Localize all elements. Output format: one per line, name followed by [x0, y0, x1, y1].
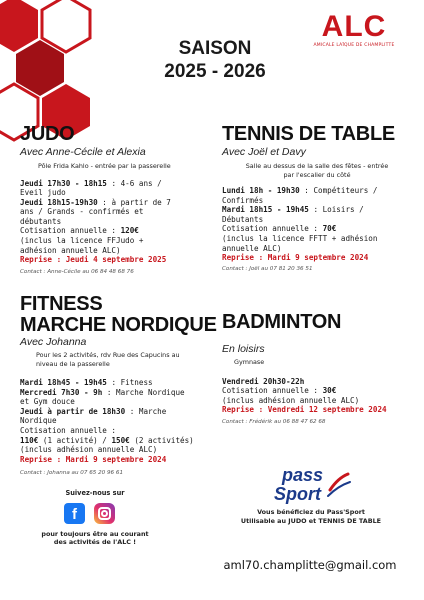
- schedule-bold-text: Lundi 18h - 19h30: [222, 186, 300, 195]
- location-line: Salle au dessus de la salle des fêtes - entrée: [245, 162, 389, 170]
- schedule-bold-text: 150€: [111, 435, 130, 445]
- schedule-line: [222, 205, 412, 215]
- schedule-bold-text: Jeudi 18h15-19h30: [20, 197, 98, 207]
- schedule-line: [222, 386, 412, 396]
- schedule-bold-text: Jeudi à partir de 18h30: [20, 406, 126, 416]
- schedule-text: : Marche Nordique: [102, 387, 185, 397]
- schedule-line: [222, 396, 412, 406]
- schedule-line: [20, 236, 210, 246]
- schedule-line: [20, 397, 220, 407]
- schedule-bold-text: Mardi 18h45 - 19h45: [20, 378, 107, 387]
- section-contact: Contact : Frédérik au 06 88 47 62 68: [222, 419, 326, 426]
- schedule-text: annuelle ALC): [222, 243, 282, 253]
- instagram-lens: [101, 510, 108, 517]
- schedule-text: (inclus la licence FFTT + adhésion: [222, 233, 378, 243]
- section-contact: Contact : Johanna au 07 65 20 96 61: [20, 469, 123, 476]
- schedule-bold-text: 110€: [20, 435, 39, 445]
- schedule-text: : 4-6 ans /: [106, 178, 162, 188]
- schedule-line: [222, 224, 412, 234]
- schedule-bold-text: Jeudi 17h30 - 18h15: [20, 178, 107, 188]
- schedule-line: [20, 388, 220, 398]
- sport-word: Sport: [274, 484, 321, 504]
- schedule-line: [222, 196, 412, 206]
- social-note-line: des activités de l'ALC !: [53, 538, 137, 546]
- section-contact: Contact : Joël au 07 81 20 36 51: [222, 266, 313, 273]
- section-location: [20, 351, 220, 368]
- section-coaches: En loisirs: [222, 343, 265, 355]
- schedule-line: [20, 407, 220, 417]
- contact-email[interactable]: aml70.champlitte@gmail.com: [223, 558, 397, 572]
- schedule-bold-text: 70€: [322, 224, 337, 234]
- schedule-bold-text: 30€: [322, 386, 337, 396]
- section-schedule: [222, 186, 412, 253]
- schedule-line: [20, 198, 210, 208]
- section-title-2: MARCHE NORDIQUE: [20, 314, 217, 336]
- schedule-text: Cotisation annuelle :: [20, 425, 117, 435]
- pass-note-line: Vous bénéficiez du Pass'Sport: [257, 508, 365, 516]
- social-heading: Suivez-nous sur: [65, 489, 125, 497]
- section-reprise: Reprise : Mardi 9 septembre 2024: [20, 454, 167, 464]
- schedule-line: [20, 179, 210, 189]
- social-note: [40, 530, 150, 546]
- schedule-text: ans / Grands - confirmés et: [20, 207, 144, 217]
- schedule-line: [222, 244, 412, 254]
- season-heading: [140, 38, 290, 84]
- schedule-line: [20, 217, 210, 227]
- section-contact: Contact : Anne-Cécile au 06 84 48 68 76: [20, 269, 134, 276]
- section-reprise: Reprise : Mardi 9 septembre 2024: [222, 253, 369, 263]
- section-schedule: [20, 378, 220, 455]
- badminton-section: [222, 312, 412, 426]
- section-title: FITNESS: [20, 293, 103, 315]
- schedule-bold-text: Mercredi 7h30 - 9h: [20, 387, 103, 397]
- section-schedule: [222, 377, 412, 406]
- schedule-text: Cotisation annuelle :: [20, 226, 121, 236]
- section-coaches: Avec Johanna: [20, 336, 87, 348]
- fitness-section: [20, 294, 220, 477]
- schedule-text: (1 activité) /: [38, 435, 112, 445]
- schedule-text: Cotisation annuelle :: [222, 224, 323, 234]
- schedule-text: Débutants: [222, 214, 264, 224]
- schedule-line: [20, 445, 220, 455]
- instagram-icon[interactable]: [94, 503, 115, 524]
- schedule-bold-text: 120€: [120, 226, 139, 236]
- schedule-bold-text: Vendredi 20h30-22h: [222, 376, 305, 386]
- schedule-text: : Loisirs /: [308, 205, 364, 215]
- schedule-line: [20, 416, 220, 426]
- pass-note-line: Utilisable au JUDO et TENNIS DE TABLE: [240, 516, 382, 525]
- schedule-text: : Compétiteurs /: [299, 186, 378, 195]
- schedule-line: [222, 377, 412, 387]
- location-line: Pour les 2 activités, rdv Rue des Capucins au: [36, 351, 180, 359]
- schedule-line: [20, 436, 220, 446]
- schedule-bold-text: Mardi 18h15 - 19h45: [222, 205, 309, 215]
- schedule-text: (inclus adhésion annuelle ALC): [20, 445, 158, 455]
- location-line: niveau de la passerelle: [36, 359, 110, 368]
- facebook-icon[interactable]: f: [64, 503, 85, 524]
- schedule-text: : Marche: [125, 406, 167, 416]
- pass-sport-logo: [262, 464, 352, 510]
- section-title: BADMINTON: [222, 311, 342, 333]
- logo-text: ALC: [321, 10, 387, 43]
- schedule-text: (inclus adhésion annuelle ALC): [222, 395, 360, 405]
- section-location: Gymnase: [234, 358, 265, 366]
- schedule-text: (inclus la licence FFJudo +: [20, 236, 144, 246]
- schedule-line: [20, 426, 220, 436]
- schedule-line: [20, 378, 220, 388]
- season-label: SAISON: [178, 38, 252, 59]
- schedule-text: adhésion annuelle ALC): [20, 245, 121, 255]
- schedule-line: [222, 186, 412, 196]
- schedule-text: Eveil judo: [20, 188, 66, 198]
- schedule-line: [222, 234, 412, 244]
- pass-word: pass: [282, 465, 324, 485]
- schedule-text: débutants: [20, 216, 62, 226]
- section-reprise: Reprise : Vendredi 12 septembre 2024: [222, 405, 387, 415]
- schedule-line: [222, 215, 412, 225]
- section-coaches: Avec Anne-Cécile et Alexia: [20, 146, 146, 158]
- schedule-text: : Fitness: [106, 378, 153, 387]
- logo-subtitle: AMICALE LAÏQUE DE CHAMPLITTE: [313, 43, 395, 48]
- schedule-text: Nordique: [20, 416, 57, 426]
- section-location: [222, 162, 412, 179]
- schedule-text: et Gym douce: [20, 397, 75, 407]
- schedule-line: [20, 246, 210, 256]
- section-title: TENNIS DE TABLE: [222, 123, 395, 145]
- schedule-text: Cotisation annuelle :: [222, 386, 323, 396]
- judo-section: [20, 124, 210, 276]
- section-location: Pôle Frida Kahlo - entrée par la passerelle: [38, 162, 171, 170]
- section-title: JUDO: [20, 123, 75, 145]
- alc-logo: [304, 12, 404, 48]
- season-years: 2025 - 2026: [164, 61, 266, 82]
- section-reprise: Reprise : Jeudi 4 septembre 2025: [20, 255, 167, 265]
- pass-sport-note: [216, 508, 406, 525]
- schedule-line: [20, 188, 210, 198]
- schedule-text: : à partir de 7: [97, 197, 171, 207]
- social-note-line: pour toujours être au courant: [41, 530, 149, 538]
- schedule-line: [20, 226, 210, 236]
- schedule-text: Confirmés: [222, 195, 264, 205]
- schedule-text: (2 activités): [129, 435, 194, 445]
- location-line: par l'escalier du côté: [283, 170, 351, 179]
- section-coaches: Avec Joël et Davy: [222, 146, 306, 158]
- schedule-line: [20, 207, 210, 217]
- tennis-section: [222, 124, 412, 273]
- section-schedule: [20, 179, 210, 256]
